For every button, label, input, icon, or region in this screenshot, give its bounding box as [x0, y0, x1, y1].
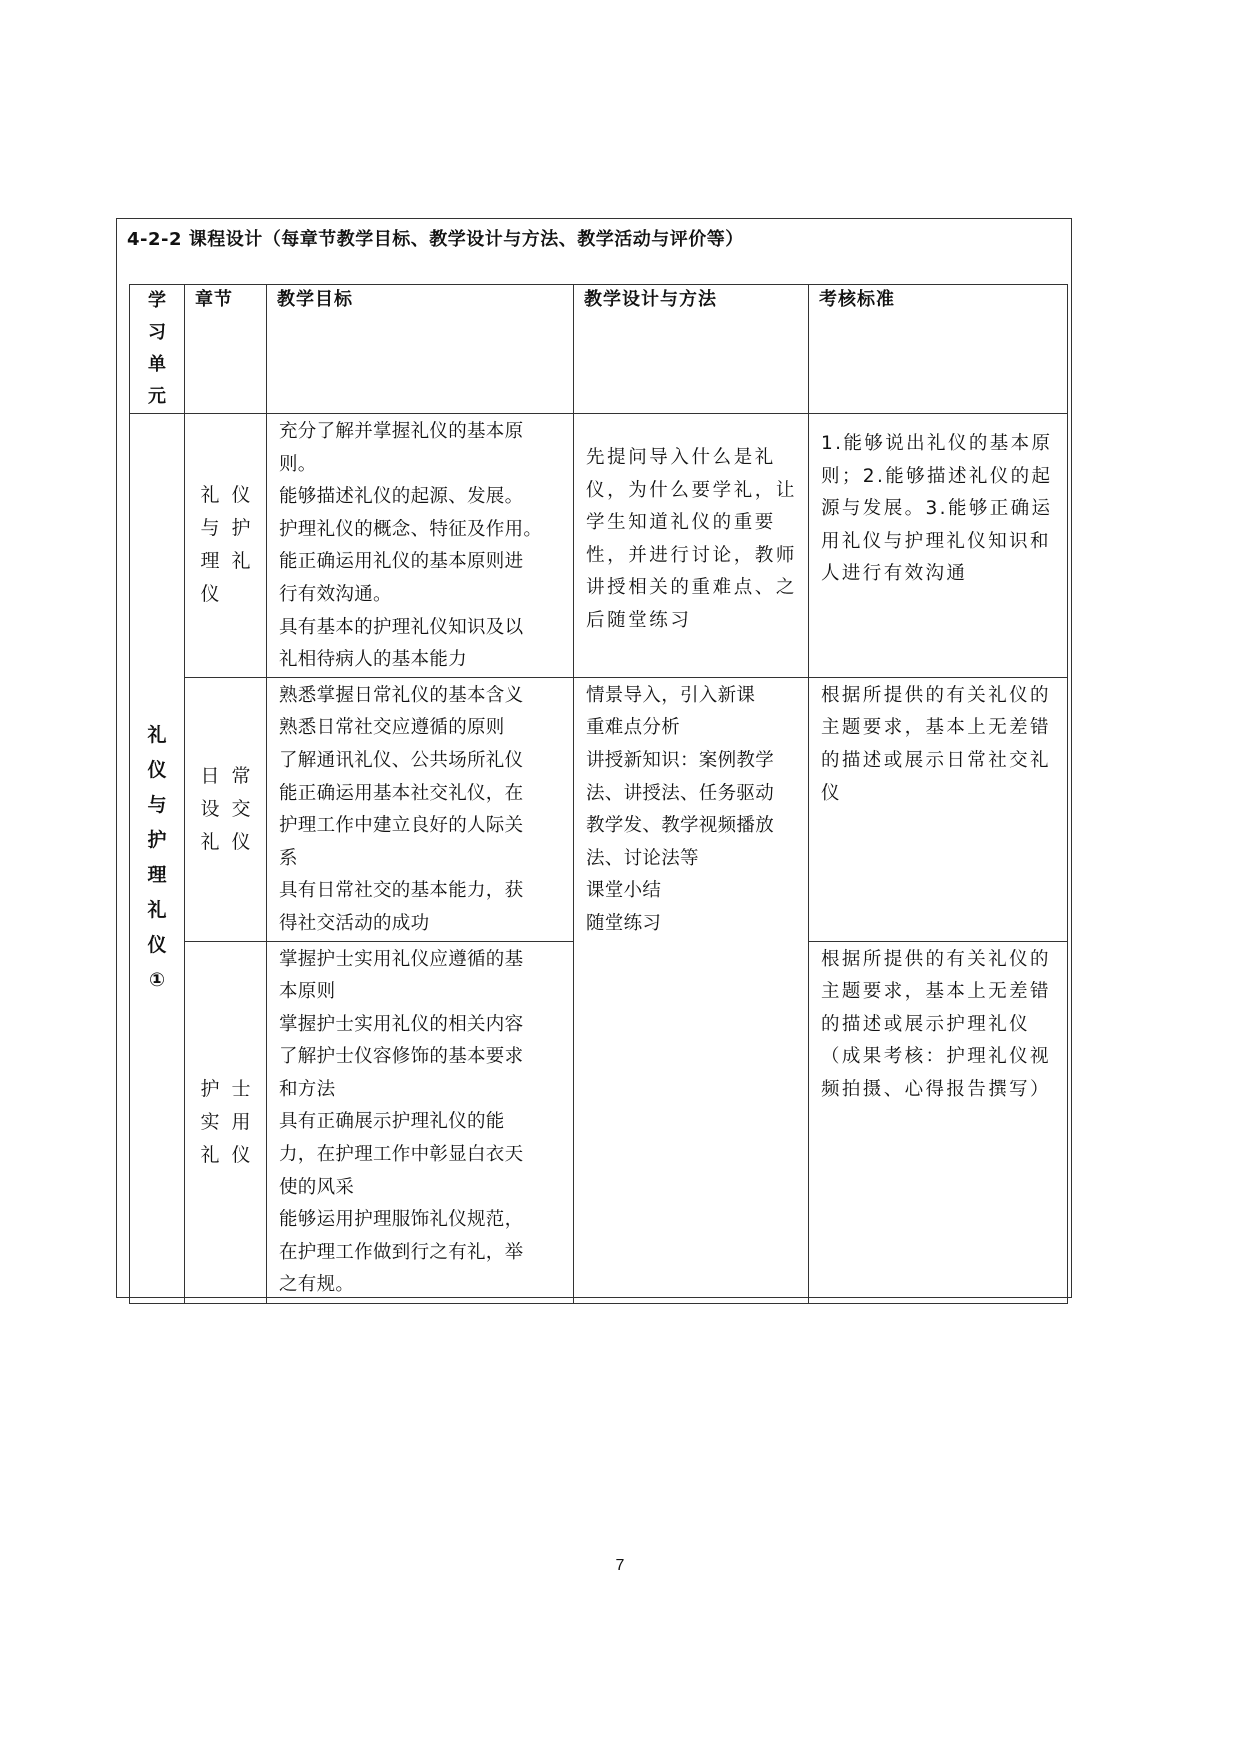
- chapter-char: 仪: [231, 830, 251, 853]
- text-line: 本原则: [279, 981, 336, 1003]
- text-line: 在护理工作做到行之有礼，举: [279, 1241, 524, 1263]
- text-line: 熟悉掌握日常礼仪的基本含义: [279, 684, 524, 706]
- criteria-cell: [809, 677, 1068, 941]
- text-line: 和方法: [279, 1078, 336, 1100]
- text-line: 熟悉日常社交应遵循的原则: [279, 717, 505, 739]
- criteria-text: 根据所提供的有关礼仪的主题要求，基本上无差错的描述或展示护理礼仪（成果考核：护理礼仪视频拍摄、心得报告撰写）: [821, 948, 1051, 1100]
- unit-header-char: 学: [148, 290, 166, 311]
- text-line: 情景导入，引入新课: [586, 684, 756, 706]
- page-number: 7: [615, 1557, 625, 1574]
- unit-name-char: 仪: [147, 934, 167, 957]
- header-criteria: 考核标准: [809, 285, 1068, 414]
- unit-name-char: 仪: [147, 759, 167, 782]
- chapter-cell: [185, 414, 267, 678]
- text-line: 随堂练习: [586, 912, 662, 934]
- table-row: [130, 414, 1068, 678]
- text-line: 护理工作中建立良好的人际关: [279, 815, 524, 837]
- table-header-row: [130, 285, 1068, 414]
- chapter-cell: [185, 941, 267, 1303]
- unit-name-char: 礼: [147, 899, 167, 922]
- unit-header-char: 元: [148, 386, 166, 407]
- chapter-char: 礼: [200, 1143, 220, 1166]
- chapter-char: 设: [200, 797, 220, 820]
- chapter-char: 实: [200, 1110, 220, 1133]
- text-line: 系: [279, 847, 298, 869]
- chapter-char: 礼: [231, 550, 251, 573]
- course-design-table: [129, 284, 1068, 1304]
- chapter-char: 仪: [231, 1143, 251, 1166]
- table-row: [130, 677, 1068, 941]
- text-line: 具有基本的护理礼仪知识及以: [279, 616, 524, 638]
- criteria-cell: [809, 414, 1068, 678]
- text-line: 使的风采: [279, 1176, 355, 1198]
- course-design-frame: [116, 218, 1072, 1298]
- chapter-cell: [185, 677, 267, 941]
- header-methods: 教学设计与方法: [574, 285, 809, 414]
- text-line: 掌握护士实用礼仪应遵循的基: [279, 948, 524, 970]
- header-chapter: 章节: [185, 285, 267, 414]
- text-line: 教学发、教学视频播放: [586, 815, 775, 837]
- text-line: 则。: [279, 453, 317, 475]
- objectives-cell: [267, 414, 574, 678]
- text-line: 能正确运用基本社交礼仪，在: [279, 782, 524, 804]
- text-line: 了解护士仪容修饰的基本要求: [279, 1046, 524, 1068]
- unit-header-char: 单: [148, 354, 166, 375]
- methods-cell: [574, 414, 809, 678]
- header-objectives: 教学目标: [267, 285, 574, 414]
- unit-name-char: 与: [147, 794, 167, 817]
- text-line: 能够运用护理服饰礼仪规范，: [279, 1209, 524, 1231]
- text-line: 行有效沟通。: [279, 583, 392, 605]
- unit-name-char: ①: [148, 969, 166, 992]
- chapter-char: 用: [231, 1110, 251, 1133]
- chapter-char: 日: [200, 764, 220, 787]
- text-line: 讲授新知识：案例教学: [586, 749, 775, 771]
- criteria-cell: [809, 941, 1068, 1303]
- unit-header-char: 习: [148, 322, 166, 343]
- text-line: 法、讨论法等: [586, 847, 699, 869]
- text-line: 重难点分析: [586, 717, 681, 739]
- chapter-char: 仪: [231, 484, 251, 507]
- chapter-char: 士: [231, 1077, 251, 1100]
- criteria-text: 根据所提供的有关礼仪的主题要求，基本上无差错的描述或展示日常社交礼仪: [821, 684, 1051, 804]
- chapter-char: 礼: [200, 830, 220, 853]
- text-line: 礼相待病人的基本能力: [279, 649, 468, 671]
- chapter-char: 仪: [200, 583, 220, 606]
- chapter-char: 理: [200, 550, 220, 573]
- text-line: 之有规。: [279, 1274, 355, 1296]
- chapter-char: 与: [200, 517, 220, 540]
- unit-name-char: 理: [147, 864, 167, 887]
- section-heading: 4-2-2 课程设计（每章节教学目标、教学设计与方法、教学活动与评价等）: [127, 229, 744, 250]
- text-line: 具有正确展示护理礼仪的能: [279, 1111, 505, 1133]
- chapter-char: 护: [200, 1077, 220, 1100]
- objectives-cell: [267, 677, 574, 941]
- chapter-char: 护: [231, 517, 251, 540]
- unit-name-cell: [130, 414, 185, 1304]
- criteria-text: 1.能够说出礼仪的基本原则；2.能够描述礼仪的起源与发展。3.能够正确运用礼仪与护理礼仪知识和人进行有效沟通: [821, 433, 1053, 585]
- unit-name-char: 礼: [147, 724, 167, 747]
- chapter-char: 交: [231, 797, 251, 820]
- text-line: 了解通讯礼仪、公共场所礼仪: [279, 749, 524, 771]
- text-line: 课堂小结: [586, 880, 662, 902]
- text-line: 法、讲授法、任务驱动: [586, 782, 775, 804]
- text-line: 充分了解并掌握礼仪的基本原: [279, 421, 524, 442]
- unit-name-char: 护: [147, 829, 167, 852]
- chapter-char: 礼: [200, 484, 220, 507]
- chapter-char: 常: [231, 764, 251, 787]
- header-unit: [130, 285, 185, 414]
- text-line: 得社交活动的成功: [279, 912, 430, 934]
- text-line: 能正确运用礼仪的基本原则进: [279, 551, 524, 573]
- text-line: 掌握护士实用礼仪的相关内容: [279, 1013, 524, 1035]
- text-line: 力，在护理工作中彰显白衣天: [279, 1144, 524, 1166]
- methods-cell: [574, 677, 809, 1303]
- text-line: 能够描述礼仪的起源、发展。: [279, 486, 524, 508]
- text-line: 具有日常社交的基本能力，获: [279, 880, 524, 902]
- text-line: 护理礼仪的概念、特征及作用。: [279, 518, 543, 540]
- methods-text: 先提问导入什么是礼仪，为什么要学礼，让学生知道礼仪的重要性，并进行讨论，教师讲授相关的重难点、之后随堂练习: [586, 447, 798, 631]
- objectives-cell: [267, 941, 574, 1303]
